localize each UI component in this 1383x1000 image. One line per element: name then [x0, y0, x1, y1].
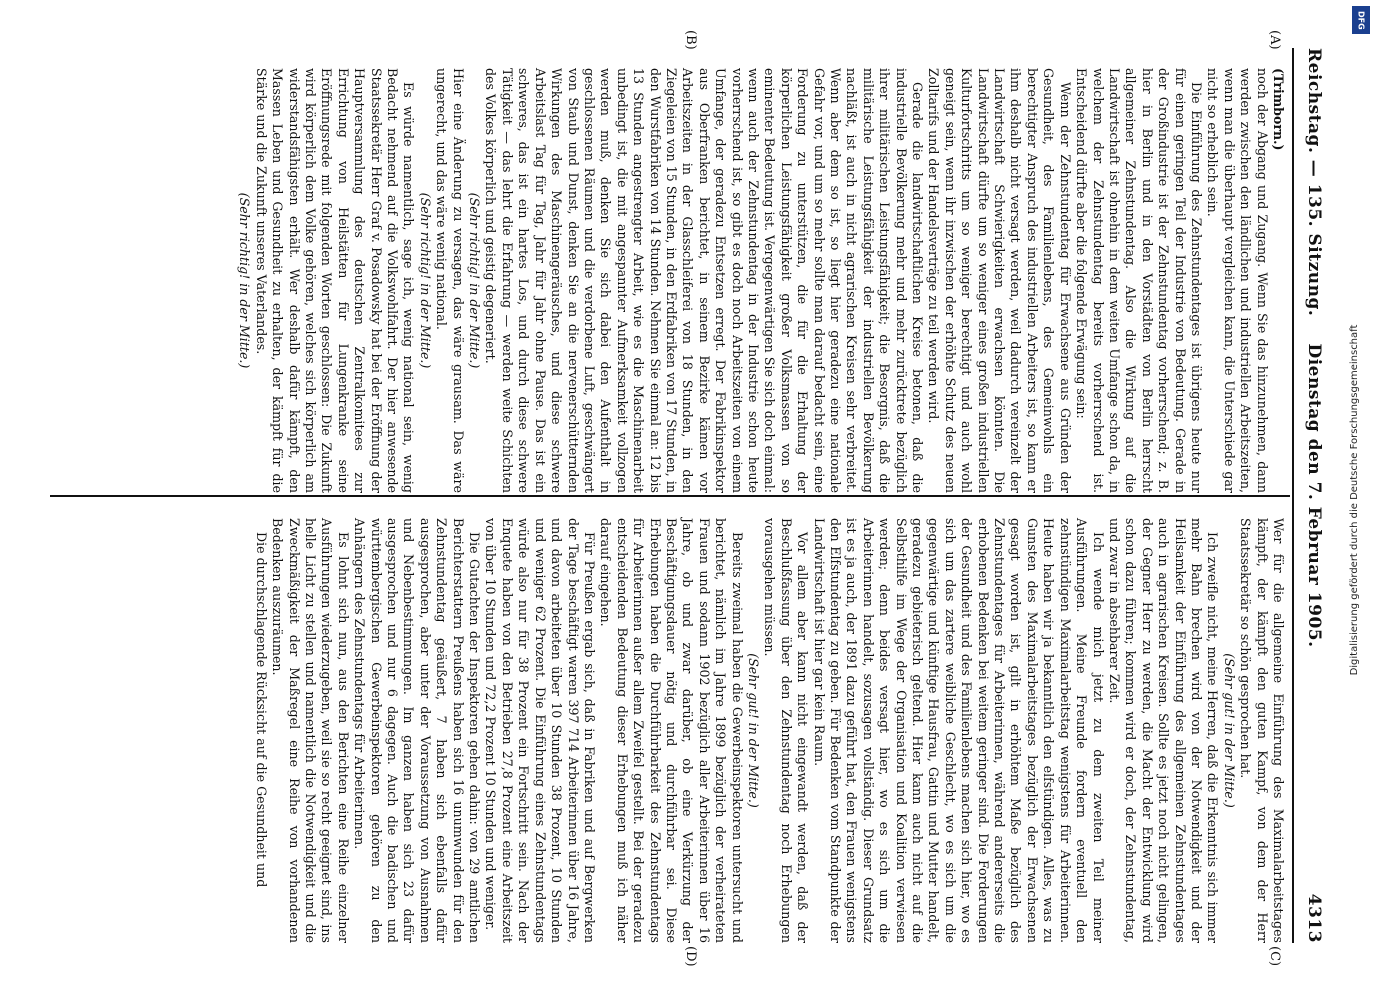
- paragraph: Die durchschlagende Rücksicht auf die Gesundheit und: [253, 532, 269, 888]
- paragraph: Die Einführung des Zehnstundentages ist übrigens heute nur für einen geringen Teil der Industrie von Bedeutung. Gerade in der Großindustrie ist der Zehnstundentag vorherrschend; z. B. hier in Berlin und in den Vorstädten von Berlin herrscht allgemeiner Zehnstundentag. Also die Wirkung auf die Landwirtschaft ist ohnehin in dem weiten Umfange schon da, in welchem der Zehnstundentag bereits vorherrschend ist. Entscheidend dürfte aber die folgende Erwägung sein:: [1074, 68, 1204, 493]
- page-number: 4313: [1304, 893, 1324, 943]
- header-center: Dienstag den 7. Februar 1905.: [1304, 343, 1324, 648]
- rotated-page-content: [28, 8, 1338, 983]
- margin-marker-d: (D): [683, 946, 698, 967]
- right-column: [252, 518, 1286, 943]
- paragraph: Wer für die allgemeine Einführung des Maximalarbeitstages kämpft, der kämpft den guten Kampf, von dem der Herr Staatssekretär so schön gesprochen hat.: [1238, 518, 1286, 943]
- dfg-logo: DFG: [1352, 6, 1370, 34]
- column-divider: [50, 495, 1290, 497]
- paragraph: Für Preußen ergab sich, daß in Fabriken und auf Bergwerken der Tage beschäftigt waren 397 714 Arbeiterinnen über 16 Jahre, und davon arbeiteten über 10 Stunden 38 Prozent, 10 Stunden und weniger 62 Prozent. Die Einführung eines Zehnstundentags würde also nur für 38 Prozent ein Fortschritt sein. Nach der Enquete haben von den Betrieben 27,8 Prozent eine Arbeitszeit von über 10 Stunden und 72,2 Prozent 10 Stunden und weniger.: [483, 518, 597, 943]
- interjection: (Sehr richtig! in der Mitte.): [467, 192, 483, 369]
- margin-marker-c: (C): [1267, 946, 1282, 967]
- scanned-page: [28, 8, 1338, 983]
- paragraph: Ich wende mich jetzt zu dem zweiten Teil meiner Ausführungen. Meine Freunde fordern eventuell den zehnstündigen Maximalarbeitstag wenigstens für Arbeiterinnen. Heute haben wir ja bekanntlich den elfstündigen. Alles, was zu Gunsten des Maximalarbeitstages bezüglich der Erwachsenen gesagt worden ist, gilt in erhöhtem Maße bezüglich des Zehnstundentages für Arbeiterinnen, während andererseits die erhobenen Bedenken bei weitem geringer sind. Die Forderungen der Gesundheit und des Familienlebens machen sich hier, wo es sich um das zartere weibliche Geschlecht, wo es sich um die gegenwärtige und künftige Hausfrau, Gattin und Mutter handelt, geradezu gebieterisch geltend. Hier kann auch nicht auf die Selbsthilfe im Wege der Organisation und Koalition verwiesen werden; denn beides versagt hier, wo es sich um die Arbeiterinnen handelt, sozusagen vollständig. Dieser Grundsatz ist es ja auch, der 1891 dazu geführt hat, den Frauen wenigstens den Elfstundentag zu geben. Für Bedenken vom Standpunkte der Landwirtschaft ist hier gar kein Raum.: [811, 518, 1106, 943]
- paragraph: Die Gutachten der Inspektoren gehen dahin: von 29 amtlichen Berichterstattern Preußens haben sich 16 unumwunden für den Zehnstundentag geäußert, 7 haben sich ebenfalls dafür ausgesprochen, aber unter der Voraussetzung von Ausnahmen und Nebenbestimmungen. Im ganzen haben sich 23 dafür ausgesprochen und nur 6 dagegen. Auch die badischen und württembergischen Gewerbeinspektoren gehören zu den Anhängern des Zehnstundentags für Arbeiterinnen.: [352, 518, 483, 943]
- margin-marker-b: (B): [683, 30, 698, 50]
- paragraph: Es würde namentlich, sage ich, wenig national sein, wenig Bedacht nehmend auf die Volkswohlfahrt. Der hier anwesende Staatssekretär Herr Graf v. Posadowsky hat bei der Eröffnung der Hauptversammlung des deutschen Zentralkomitees zur Errichtung von Heilstätten für Lungenkranke seine Eröffnungsrede mit folgenden Worten geschlossen: Die Zukunft wird körperlich dem Volke gehören, welches sich körperlich am widerstandsfähigsten erhält. Wer deshalb dafür kämpft, den Massen Leben und Gesundheit zu erhalten, der kämpft für die Stärke und die Zukunft unseres Vaterlandes.: [253, 68, 417, 493]
- header-left: Reichstag. — 135. Sitzung.: [1304, 48, 1324, 317]
- paragraph: Es lohnt sich nun, aus den Berichten eine Reihe einzelner Ausführungen wiederzugeben, weil sie so recht geeignet sind, ins helle Licht zu stellen und namentlich die Notwendigkeit und die Zweckmäßigkeit der Maßregel eine Reihe von vorhandenen Bedenken auszuräumen.: [270, 518, 351, 943]
- margin-marker-a: (A): [1267, 30, 1282, 50]
- left-column: [236, 68, 1286, 493]
- speaker-name: (Trimborn.): [1271, 68, 1286, 151]
- edge-note-text: Digitalisierung gefördert durch die Deutsche Forschungsgemeinschaft: [1349, 324, 1360, 676]
- edge-note: [1349, 30, 1369, 970]
- interjection: (Sehr richtig! in der Mitte.): [417, 192, 433, 369]
- interjection: (Sehr gut! in der Mitte.): [746, 653, 761, 808]
- paragraph: noch der Abgang und Zugang. Wenn Sie das hinzunehmen, dann werden zwischen den ländlichen und industriellen Arbeitszeiten, wenn man die überhaupt vergleichen kann, die Unterschiede gar nicht so erheblich sein.: [1205, 68, 1270, 493]
- paragraph: Ich zweifle nicht, meine Herren, daß die Erkenntnis sich immer mehr Bahn brechen wird von der Notwendigkeit und der Heilsamkeit der Einführung des allgemeinen Zehnstundentages auch in agrarischen Kreisen. Sollte es jetzt noch nicht gelingen, der Gegner Herr zu werden, die Macht der Entwicklung wird schon dazu führen; kommen wird er doch, der Zehnstundentag, und zwar in absehbarer Zeit.: [1106, 518, 1221, 943]
- paragraph: Vor allem aber kann nicht eingewandt werden, daß der Beschlußfassung über den Zehnstundentag noch Erhebungen vorausgehen müssen.: [762, 518, 811, 943]
- paragraph: Hier eine Änderung zu versagen, das wäre grausam. Das wäre ungerecht, und das wäre wenig national.: [434, 68, 466, 493]
- paragraph: Gerade die landwirtschaftlichen Kreise betonen, daß die industrielle Bevölkerung mehr und mehr zurücktrete bezüglich ihrer militärischen Leistungsfähigkeit; die Besorgnis, daß die militärische Leistungsfähigkeit der industriellen Bevölkerung nachläßt, ist auch in nicht agrarischen Kreisen sehr verbreitet. Wenn aber dem so ist, so liegt hier geradezu eine nationale Gefahr vor, und um so mehr sollte man darauf bedacht sein, eine Forderung zu unterstützen, die für die Erhaltung der körperlichen Leistungsfähigkeit großer Volksmassen von so eminenter Bedeutung ist. Vergegenwärtigen Sie sich doch einmal: wenn auch der Zehnstundentag in der Industrie schon heute vorherrschend ist, so gibt es doch noch Arbeitszeiten von einem Umfange, der geradezu Entsetzen erregt. Der Fabrikinspektor aus Oberfranken berichtet, in seinem Bezirke kämen vor Arbeitszeiten in der Glasschleiferei von 18 Stunden, in den Ziegeleien von 15 Stunden, in den Erdfabriken von 17 Stunden, in den Wurstfabriken von 14 Stunden. Nehmen Sie einmal an: 12 bis 13 Stunden angestrengter Arbeit, wie es die Maschinenarbeit unbedingt ist, die mit angespannter Aufmerksamkeit vollzogen werden muß, denken Sie sich dabei den Aufenthalt in geschlossenen Räumen und die verdorbene Luft, geschwängert von Staub und Dunst, denken Sie an die nervenerschütternden Wirkungen des Maschinengeräusches, und diese schwere Arbeitslast Tag für Tag, Jahr für Jahr ohne Pause. Das ist ein schweres, das ist ein hartes Los, und durch diese schwere Tätigkeit — das lehrt die Erfahrung — werden weite Schichten des Volkes körperlich und geistig degeneriert.: [483, 68, 926, 493]
- interjection: (Sehr gut! in der Mitte.): [1221, 653, 1237, 808]
- running-header: [1298, 48, 1324, 943]
- header-rule: [1292, 48, 1294, 943]
- paragraph: Bereits zweimal haben die Gewerbeinspektoren untersucht und berichtet, nämlich im Jahre 1899 bezüglich der verheirateten Frauen und sodann 1902 bezüglich aller Arbeiterinnen über 16 Jahre, ob und zwar darüber, ob eine Verkürzung der Beschäftigungsdauer nötig und durchführbar sei. Diese Erhebungen haben die Durchführbarkeit des Zehnstundentags für Arbeiterinnen außer allem Zweifel gestellt. Bei der geradezu entscheidenden Bedeutung dieser Erhebungen muß ich näher darauf eingehen.: [598, 518, 745, 943]
- interjection: (Sehr richtig! in der Mitte.): [237, 192, 253, 369]
- paragraph: Wenn der Zehnstundentag für Erwachsene aus Gründen der Gesundheit, des Familienlebens, des Gemeinwohls ein berechtigter Anspruch des industriellen Arbeiters ist, so kann er ihm deshalb nicht versagt werden, weil dadurch vereinzelt der Landwirtschaft Schwierigkeiten erwachsen könnten. Die Landwirtschaft dürfte um so weniger eines großen industriellen Kulturfortschritts um so weniger berechtigt und auch wohl geneigt sein, wenn ihr inzwischen der erhöhte Schutz des neuen Zolltarifs und der Handelsverträge zu teil werden wird.: [926, 68, 1073, 493]
